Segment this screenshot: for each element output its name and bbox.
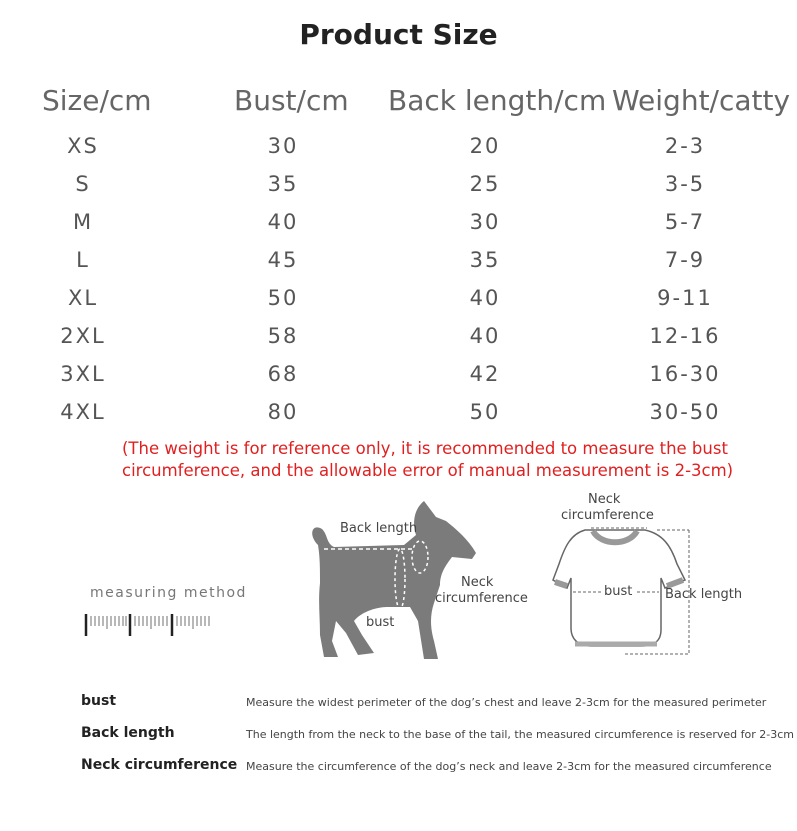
cell-back-length: 40 — [469, 324, 501, 348]
note-line-2: circumference, and the allowable error of manual measurement is 2-3cm) — [122, 461, 734, 480]
cell-size: 4XL — [60, 400, 106, 424]
cell-weight: 30-50 — [649, 400, 721, 424]
def-text-back-length: The length from the neck to the base of the tail, the measured circumference is reserved for 2-3cm — [246, 728, 794, 741]
dog-bust-label: bust — [366, 615, 395, 630]
page-title: Product Size — [299, 18, 498, 51]
cell-back-length: 50 — [469, 400, 501, 424]
cell-weight: 9-11 — [657, 286, 713, 310]
cell-back-length: 40 — [469, 286, 501, 310]
header-size: Size/cm — [42, 84, 152, 117]
cell-bust: 58 — [267, 324, 299, 348]
def-term-bust: bust — [81, 693, 117, 709]
cell-bust: 35 — [267, 172, 299, 196]
cell-back-length: 42 — [469, 362, 501, 386]
header-weight: Weight/catty — [612, 84, 791, 117]
cell-bust: 68 — [267, 362, 299, 386]
cell-bust: 30 — [267, 134, 299, 158]
def-term-back-length: Back length — [81, 725, 175, 741]
cell-back-length: 30 — [469, 210, 501, 234]
dog-neck-label-2: circumference — [435, 591, 528, 606]
cell-weight: 12-16 — [649, 324, 721, 348]
def-term-neck: Neck circumference — [81, 757, 238, 773]
shirt-neck-label-1: Neck — [588, 492, 621, 507]
cell-bust: 45 — [267, 248, 299, 272]
cell-weight: 5-7 — [664, 210, 706, 234]
dog-back-length-label: Back length — [340, 521, 418, 536]
cell-back-length: 20 — [469, 134, 501, 158]
cell-size: 3XL — [60, 362, 106, 386]
cell-weight: 3-5 — [664, 172, 706, 196]
cell-weight: 7-9 — [664, 248, 706, 272]
shirt-bust-label: bust — [604, 584, 633, 599]
cell-weight: 2-3 — [664, 134, 706, 158]
note-line-1: (The weight is for reference only, it is recommended to measure the bust — [122, 439, 728, 458]
cell-weight: 16-30 — [649, 362, 721, 386]
header-bust: Bust/cm — [234, 84, 349, 117]
ruler-icon — [84, 610, 214, 640]
cell-bust: 50 — [267, 286, 299, 310]
header-back-length: Back length/cm — [388, 84, 607, 117]
cell-back-length: 25 — [469, 172, 501, 196]
cell-size: 2XL — [60, 324, 106, 348]
measuring-method-label: measuring method — [90, 585, 247, 601]
weight-note — [122, 438, 762, 482]
shirt-neck-label-2: circumference — [561, 508, 654, 523]
def-text-bust: Measure the widest perimeter of the dog’s chest and leave 2-3cm for the measured perimeter — [246, 696, 767, 709]
cell-size: M — [72, 210, 94, 234]
cell-size: XL — [67, 286, 99, 310]
cell-bust: 40 — [267, 210, 299, 234]
def-text-neck: Measure the circumference of the dog’s neck and leave 2-3cm for the measured circumference — [246, 760, 772, 773]
cell-size: S — [75, 172, 91, 196]
cell-size: XS — [67, 134, 99, 158]
dog-neck-label-1: Neck — [461, 575, 494, 590]
cell-size: L — [76, 248, 90, 272]
cell-bust: 80 — [267, 400, 299, 424]
shirt-back-length-label: Back length — [665, 587, 743, 602]
cell-back-length: 35 — [469, 248, 501, 272]
